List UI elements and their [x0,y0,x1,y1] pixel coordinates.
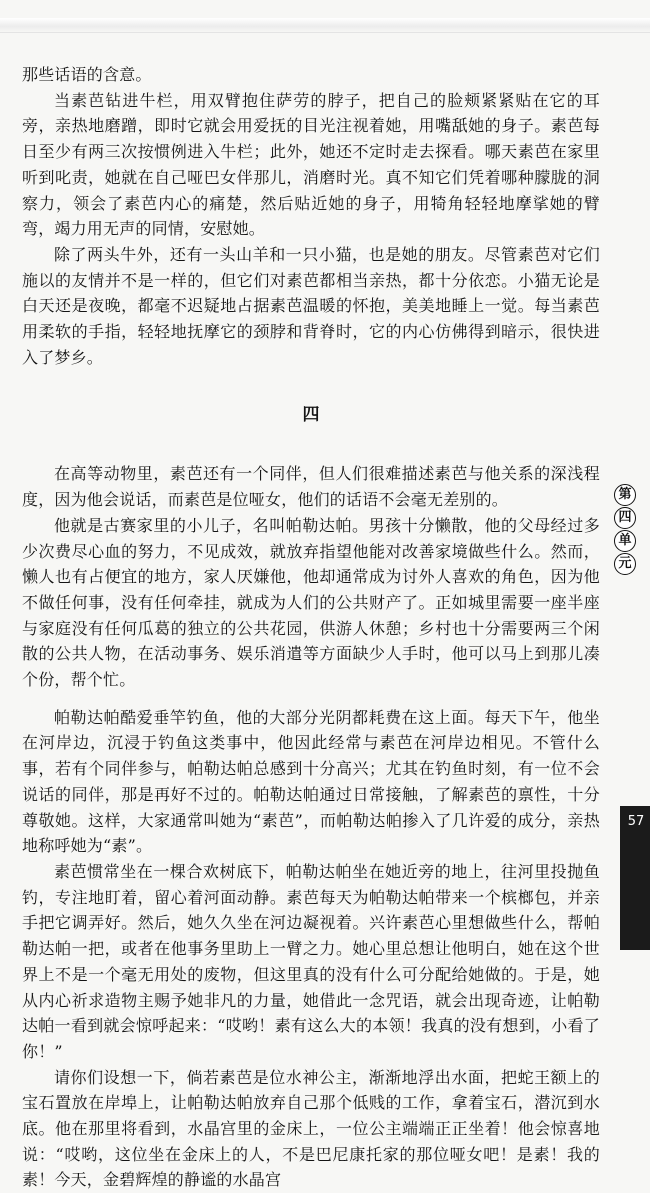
body-text [22,62,600,1193]
paragraph: 帕勒达帕酷爱垂竿钓鱼，他的大部分光阴都耗费在这上面。每天下午，他坐在河岸边，沉浸于钓鱼这类事中，他因此经常与素芭在河岸边相见。不管什么事，若有个同伴参与，帕勒达帕总感到十分高兴；尤其在钓鱼时刻，有一位不会说话的同伴，那是再好不过的。帕勒达帕通过日常接触，了解素芭的禀性，十分尊敬她。这样，大家通常叫她为“素芭”，而帕勒达帕掺入了几许爱的成分，亲热地称呼她为“素”。 [22,707,600,856]
paragraph: 请你们设想一下，倘若素芭是位水神公主，渐渐地浮出水面，把蛇王额上的宝石置放在岸埠上，让帕勒达帕放弃自己那个低贱的工作，拿着宝石，潜沉到水底。他在那里将看到，水晶宫里的金床上，一位公主端端正正坐着！他会惊喜地说：“哎哟，这位坐在金床上的人，不是巴尼康托家的那位哑女吧！是素！我的素！今天，金碧辉煌的静谧的水晶宫 [22,1067,600,1190]
section-heading: 四 [302,405,320,426]
paragraph: 素芭惯常坐在一棵合欢树底下，帕勒达帕坐在她近旁的地上，往河里投抛鱼钓，专注地盯着，留心着河面动静。素芭每天为帕勒达帕带来一个槟榔包，并亲手把它调弄好。然后，她久久坐在河边凝视着。兴许素芭心里想做些什么，帮帕勒达帕一把，或者在他事务里助上一臂之力。她心里总想让他明白，她在这个世界上不是一个毫无用处的废物，但这里真的没有什么可分配给她做的。于是，她从内心祈求造物主赐予她非凡的力量，她借此一念咒语，就会出现奇迹，让帕勒达帕一看到就会惊呼起来：“哎哟！素有这么大的本领！我真的没有想到，小看了你！” [22,861,600,1061]
top-edge [0,18,650,33]
unit-tab-char: 单 [614,530,636,552]
unit-tab [614,484,638,576]
paragraph: 当素芭钻进牛栏，用双臂抱住萨劳的脖子，把自己的脸颊紧紧贴在它的耳旁，亲热地磨蹭，即时它就会用爱抚的目光注视着她，用嘴舐她的身子。素芭每日至少有两三次按惯例进入牛栏；此外，她还不定时走去探看。哪天素芭在家里听到叱责，她就在自己哑巴女伴那儿，消磨时光。真不知它们凭着哪种朦胧的洞察力，领会了素芭内心的痛楚，然后贴近她的身子，用犄角轻轻地摩挲她的臂弯，竭力用无声的同情，安慰她。 [22,90,600,239]
paragraph: 他就是古赛家里的小儿子，名叫帕勒达帕。男孩十分懒散，他的父母经过多少次费尽心血的努力，不见成效，就放弃指望他能对改善家境做些什么。然而，懒人也有占便宜的地方，家人厌嫌他，他却通常成为讨外人喜欢的角色，因为他不做任何事，没有任何牵挂，就成为人们的公共财产了。正如城里需要一座半座与家庭没有任何瓜葛的独立的公共花园，供游人休憩；乡村也十分需要两三个闲散的公共人物，在活动事务、娱乐消遣等方面缺少人手时，他可以马上到那儿凑个份，帮个忙。 [22,515,600,690]
paragraph: 在高等动物里，素芭还有一个同伴，但人们很难描述素芭与他关系的深浅程度，因为他会说话，而素芭是位哑女，他们的话语不会毫无差别的。 [22,464,600,510]
paragraph: 那些话语的含意。 [22,65,152,84]
unit-tab-char: 元 [614,553,636,575]
paragraph: 除了两头牛外，还有一头山羊和一只小猫，也是她的朋友。尽管素芭对它们施以的友情并不是一样的，但它们对素芭都相当亲热，都十分依恋。小猫无论是白天还是夜晚，都毫不迟疑地占据素芭温暖的怀抱，美美地睡上一觉。每当素芭用柔软的手指，轻轻地抚摩它的颈脖和背脊时，它的内心仿佛得到暗示，很快进入了梦乡。 [22,244,600,367]
unit-tab-char: 四 [614,507,636,529]
page-number: 57 [627,814,645,829]
unit-tab-char: 第 [614,484,636,506]
